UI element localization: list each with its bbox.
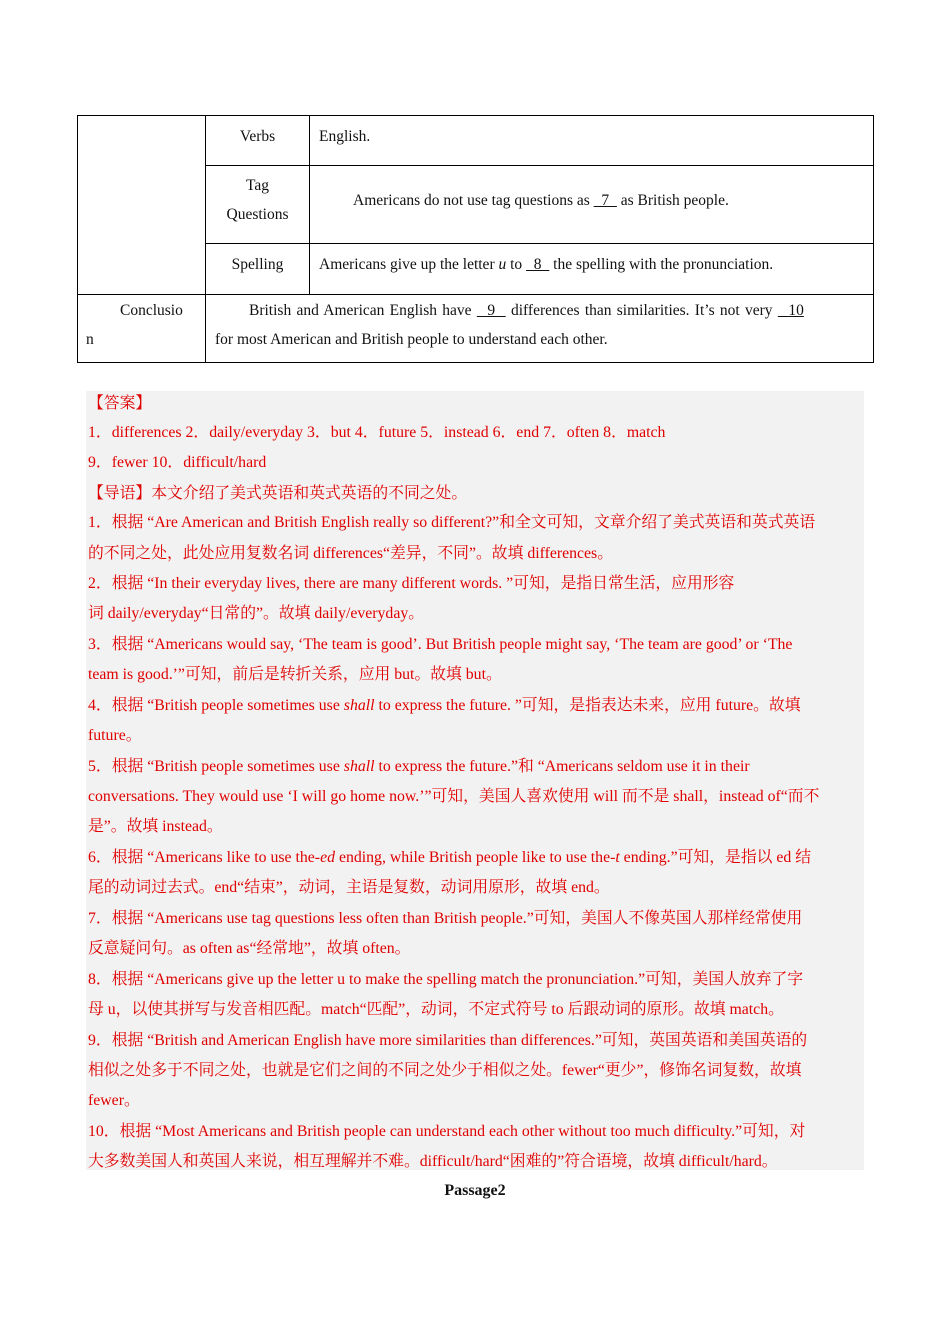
text-span: to (506, 256, 527, 273)
answer-line: 母 u，以使其拼写与发音相匹配。match“匹配”，动词，不定式符号 to 后跟动词的原形。故填 match。 (88, 1001, 784, 1018)
table-divider (78, 294, 874, 295)
answer-line: conversations. They would use ‘I will go home now.’”可知，美国人喜欢使用 will 而不是 shall，instead of“而不 (88, 788, 820, 805)
text-span: as British people. (616, 192, 729, 209)
answer-line: 相似之处多于不同之处，也就是它们之间的不同之处少于相似之处。fewer“更少”，修饰名词复数，故填 (88, 1062, 802, 1079)
comparison-table (77, 115, 874, 363)
answer-line: 9．根据 “British and American English have more similarities than differences.”可知，英国英语和美国英语的 (88, 1032, 808, 1049)
answer-line: 2．根据 “In their everyday lives, there are many different words. ”可知，是指日常生活，应用形容 (88, 575, 735, 592)
answer-line: 是”。故填 instead。 (88, 818, 223, 835)
answer-line: 7．根据 “Americans use tag questions less often than British people.”可知，美国人不像英国人那样经常使用 (88, 910, 803, 927)
label-line: Conclusio (120, 302, 183, 319)
row-label-spelling: Spelling (231, 256, 284, 273)
answer-line: 6．根据 “Americans like to use the-ed ending, while British people like to use the-t ending.”可知，是指以 ed 结 (88, 849, 812, 866)
table-divider (205, 165, 874, 166)
row-text-conclusion (215, 296, 865, 354)
answer-line: 【导语】本文介绍了美式英语和英式英语的不同之处。 (88, 485, 468, 502)
answer-line: 的不同之处，此处应用复数名词 differences“差异，不同”。故填 differences。 (88, 545, 613, 562)
italic-letter: u (498, 256, 507, 273)
blank-7: 7 (593, 192, 617, 209)
row-label-verbs: Verbs (239, 128, 276, 145)
row-text-verbs: English. (319, 128, 371, 145)
answer-line: 尾的动词过去式。end“结束”，动词，主语是复数，动词用原形，故填 end。 (88, 879, 610, 896)
text-span: Americans do not use tag questions as (353, 192, 594, 209)
answer-line: 词 daily/everyday“日常的”。故填 daily/everyday。 (88, 605, 425, 622)
answer-line: 1．differences 2．daily/everyday 3．but 4．future 5．instead 6．end 7．often 8．match (88, 424, 666, 441)
table-divider (205, 243, 874, 244)
answer-line: 5．根据 “British people sometimes use shall to express the future.”和 “Americans seldom use it in their (88, 758, 750, 775)
conclusion-line1 (215, 296, 865, 325)
blank-8: 8 (526, 256, 550, 273)
table-divider (205, 116, 206, 362)
text-span: differences than similarities. It’s not very (505, 302, 778, 319)
conclusion-line2: for most American and British people to understand each other. (215, 331, 608, 348)
label-line: n (86, 331, 94, 348)
answer-line: 1．根据 “Are American and British English really so different?”和全文可知，文章介绍了美式英语和英式英语 (88, 514, 816, 531)
answer-panel (86, 391, 864, 1170)
label-line: Questions (226, 206, 289, 223)
blank-10: 10 (777, 302, 804, 319)
blank-9: 9 (476, 302, 506, 319)
answer-line: future。 (88, 727, 142, 744)
answer-line: 8．根据 “Americans give up the letter u to make the spelling match the pronunciation.”可知，美国人放弃了字 (88, 971, 804, 988)
table-divider (309, 116, 310, 295)
row-label-tag-questions (206, 171, 309, 229)
label-line: Tag (245, 177, 269, 194)
answer-line: team is good.’”可知，前后是转折关系，应用 but。故填 but。 (88, 666, 502, 683)
answer-line: 大多数美国人和英国人来说，相互理解并不难。difficult/hard“困难的”符合语境，故填 difficult/hard。 (88, 1153, 778, 1170)
answer-line: 反意疑问句。as often as“经常地”，故填 often。 (88, 940, 411, 957)
answer-line: fewer。 (88, 1092, 140, 1109)
row-text-spelling (319, 250, 773, 279)
answer-line: 9．fewer 10．difficult/hard (88, 454, 267, 471)
answer-heading: 【答案】 (88, 395, 152, 412)
answer-line: 3．根据 “Americans would say, ‘The team is good’. But British people might say, ‘The team are good’ or ‘The (88, 636, 793, 653)
text-span: Americans give up the letter (319, 256, 499, 273)
text-span: the spelling with the pronunciation. (549, 256, 774, 273)
passage-title: Passage2 (444, 1182, 506, 1199)
answer-line: 10．根据 “Most Americans and British people can understand each other without too much difficulty.”可知，对 (88, 1123, 806, 1140)
row-label-conclusion (86, 296, 198, 354)
answer-line: 4．根据 “British people sometimes use shall to express the future. ”可知，是指表达未来，应用 future。故填 (88, 697, 801, 714)
row-text-tag-questions (353, 186, 729, 215)
text-span: British and American English have (249, 302, 477, 319)
